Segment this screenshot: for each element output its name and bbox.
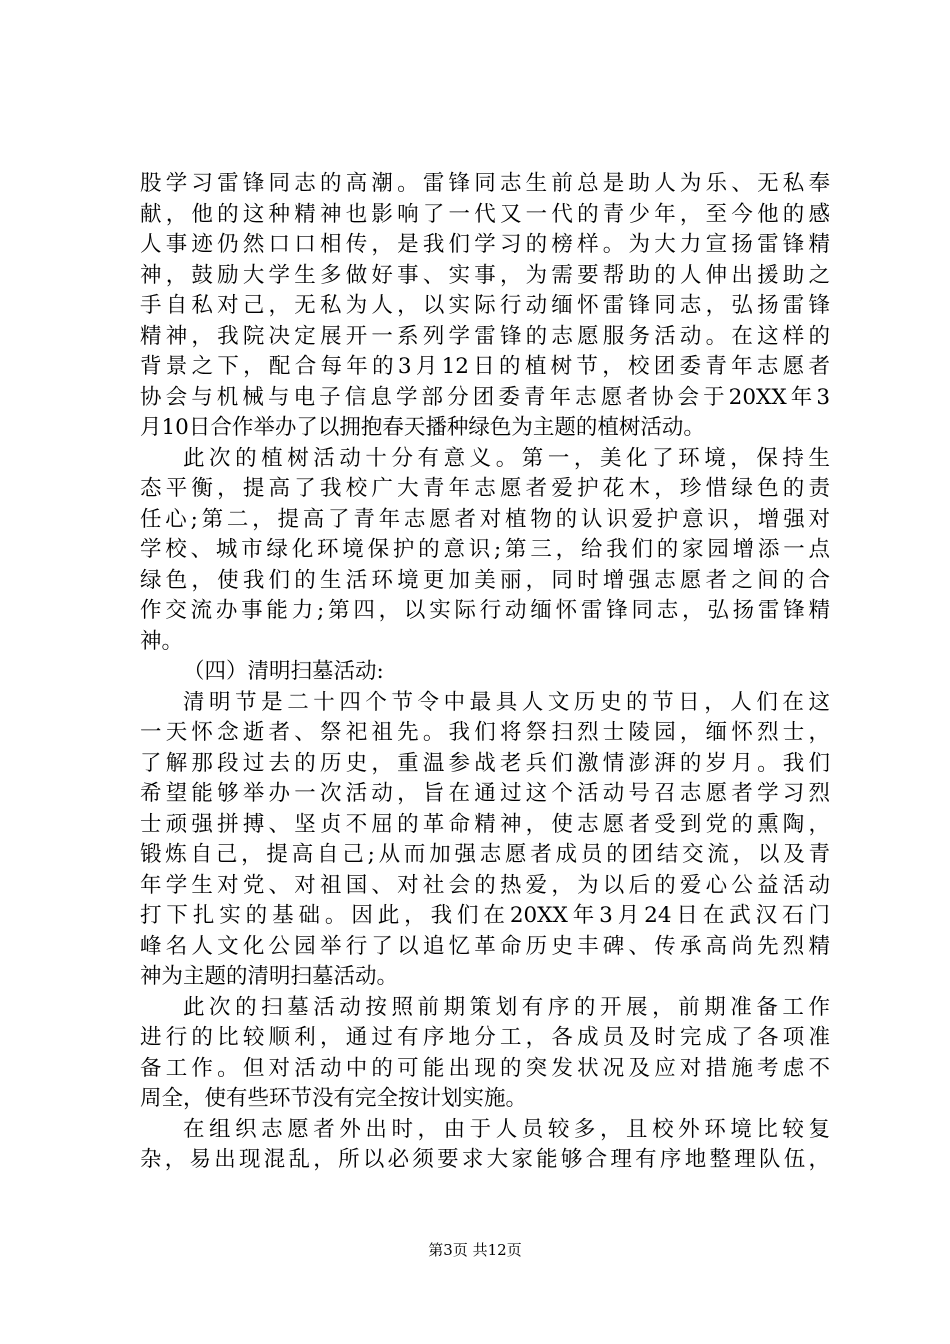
text-line: 背景之下，配合每年的3月12日的植树节，校团委青年志愿者 [140, 354, 830, 379]
text-line: 杂，易出现混乱，所以必须要求大家能够合理有序地整理队伍， [140, 1147, 830, 1172]
text-line: 士顽强拼搏、坚贞不屈的革命精神，使志愿者受到党的熏陶， [140, 811, 830, 837]
text-line: 作交流办事能力;第四，以实际行动缅怀雷锋同志，弘扬雷锋精 [140, 598, 830, 623]
text-line: 年学生对党、对祖国、对社会的热爱，为以后的爱心公益活动 [140, 872, 830, 898]
text-line: 人事迹仍然口口相传，是我们学习的榜样。为大力宣扬雷锋精 [140, 232, 830, 257]
text-line: 手自私对己，无私为人，以实际行动缅怀雷锋同志，弘扬雷锋 [140, 293, 830, 318]
text-line: 协会与机械与电子信息学部分团委青年志愿者协会于20XX年3 [140, 384, 830, 410]
paragraph-first-line: 此次的扫墓活动按照前期策划有序的开展，前期准备工作 [183, 994, 830, 1020]
paragraph-first-line: 清明节是二十四个节令中最具人文历史的节日，人们在这 [183, 689, 830, 715]
text-line: 备工作。但对活动中的可能出现的突发状况及应对措施考虑不 [140, 1055, 830, 1081]
text-line: 任心;第二，提高了青年志愿者对植物的认识爱护意识，增强对 [140, 506, 830, 532]
text-line: 学校、城市绿化环境保护的意识;第三，给我们的家园增添一点 [140, 537, 830, 562]
text-line: 献，他的这种精神也影响了一代又一代的青少年，至今他的感 [140, 201, 830, 227]
text-line: 峰名人文化公园举行了以追忆革命历史丰碑、传承高尚先烈精 [140, 933, 830, 959]
text-line: 一天怀念逝者、祭祀祖先。我们将祭扫烈士陵园，缅怀烈士， [140, 720, 830, 745]
text-line: 绿色，使我们的生活环境更加美丽，同时增强志愿者之间的合 [140, 567, 830, 593]
text-line: 股学习雷锋同志的高潮。雷锋同志生前总是助人为乐、无私奉 [140, 171, 830, 196]
text-line: 了解那段过去的历史，重温参战老兵们激情澎湃的岁月。我们 [140, 750, 830, 776]
section-heading: （四）清明扫墓活动: [183, 659, 384, 684]
paragraph-first-line: 在组织志愿者外出时，由于人员较多，且校外环境比较复 [183, 1116, 830, 1142]
text-line: 神为主题的清明扫墓活动。 [140, 964, 399, 989]
text-line: 希望能够举办一次活动，旨在通过这个活动号召志愿者学习烈 [140, 781, 830, 806]
paragraph-first-line: 此次的植树活动十分有意义。第一，美化了环境，保持生 [183, 445, 830, 471]
text-line: 态平衡，提高了我校广大青年志愿者爱护花木，珍惜绿色的责 [140, 476, 830, 501]
text-line: 神，鼓励大学生多做好事、实事，为需要帮助的人伸出援助之 [140, 262, 830, 288]
text-line: 月10日合作举办了以拥抱春天播种绿色为主题的植树活动。 [140, 415, 705, 440]
text-line: 周全，使有些环节没有完全按计划实施。 [140, 1086, 528, 1111]
text-line: 锻炼自己，提高自己;从而加强志愿者成员的团结交流，以及青 [140, 842, 830, 867]
page-number-footer: 第3页 共12页 [428, 1241, 522, 1259]
text-line: 打下扎实的基础。因此，我们在20XX年3月24日在武汉石门 [140, 903, 830, 928]
text-line: 神。 [140, 628, 184, 654]
text-line: 精神，我院决定展开一系列学雷锋的志愿服务活动。在这样的 [140, 323, 830, 349]
text-line: 进行的比较顺利，通过有序地分工，各成员及时完成了各项准 [140, 1025, 830, 1050]
document-body [140, 169, 830, 1176]
